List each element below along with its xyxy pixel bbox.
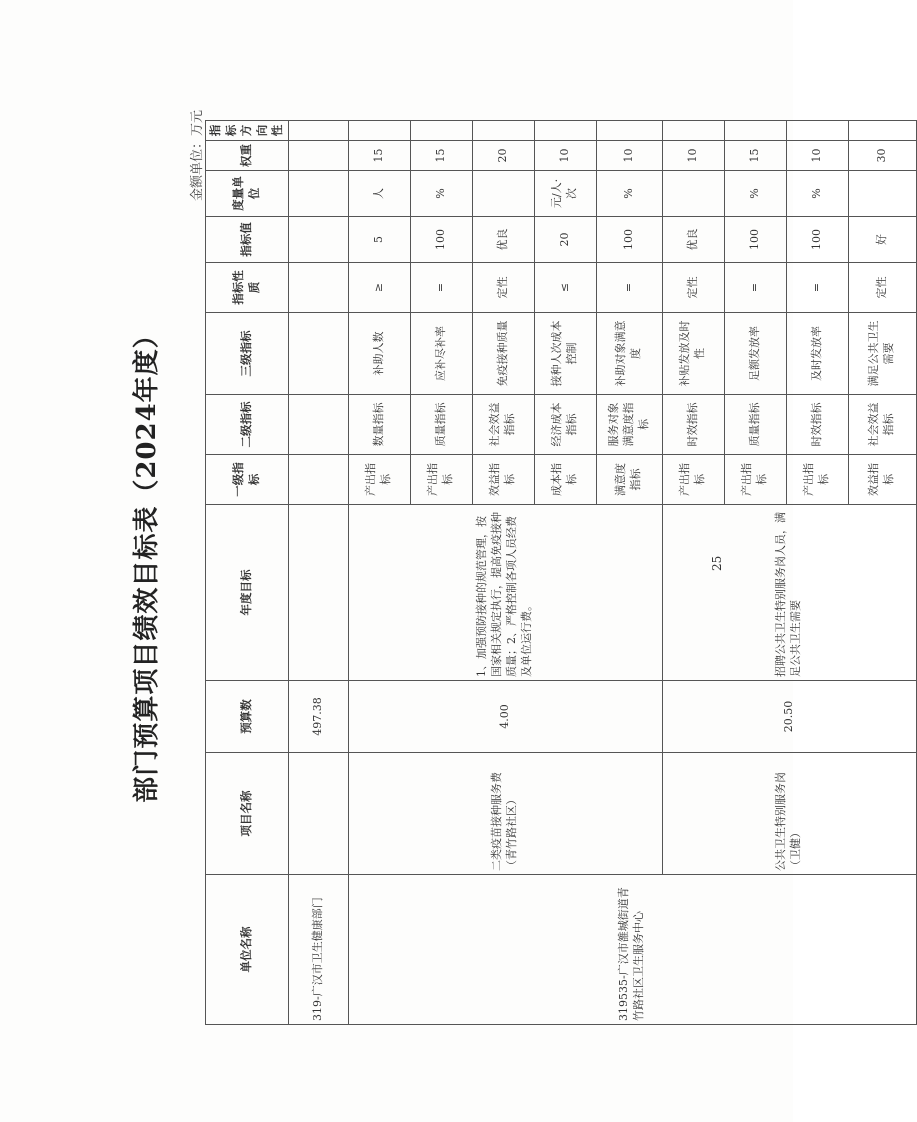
- indicator-level3: 免疫接种质量: [472, 313, 534, 395]
- indicator-unit: %: [724, 171, 786, 217]
- org-name: 319535-广汉市雒城街道青竹路社区卫生服务中心: [348, 875, 916, 1025]
- indicator-level3: 补贴发放及时性: [662, 313, 724, 395]
- header-nature: 指标性质: [206, 263, 289, 313]
- project2-name: 公共卫生特别服务岗（卫健）: [662, 753, 916, 875]
- indicator-value: 好: [848, 217, 916, 263]
- indicator-nature: =: [410, 263, 472, 313]
- header-annual-goal: 年度目标: [206, 505, 289, 681]
- indicator-weight: 15: [410, 141, 472, 171]
- indicator-nature: 定性: [848, 263, 916, 313]
- indicator-unit: [848, 171, 916, 217]
- indicator-level1: 产出指标: [410, 455, 472, 505]
- project2-goal: 招聘公共卫生特别服务岗人员，满足公共卫生需要: [662, 505, 916, 681]
- header-unit-name: 单位名称: [206, 875, 289, 1025]
- indicator-weight: 15: [348, 141, 410, 171]
- indicator-direction: [724, 121, 786, 141]
- indicator-direction: [410, 121, 472, 141]
- header-level1: 一级指标: [206, 455, 289, 505]
- indicator-level1: 成本指标: [534, 455, 596, 505]
- indicator-level2: 时效指标: [662, 395, 724, 455]
- indicator-direction: [662, 121, 724, 141]
- indicator-weight: 30: [848, 141, 916, 171]
- indicator-value: 100: [596, 217, 662, 263]
- project1-name: 二类疫苗接种服务费（青竹路社区）: [348, 753, 662, 875]
- header-project-name: 项目名称: [206, 753, 289, 875]
- indicator-level2: 质量指标: [410, 395, 472, 455]
- header-level3: 三级指标: [206, 313, 289, 395]
- indicator-unit: 元/人·次: [534, 171, 596, 217]
- indicator-level3: 补助对象满意度: [596, 313, 662, 395]
- performance-table: [205, 120, 917, 1025]
- indicator-level2: 质量指标: [724, 395, 786, 455]
- dept-unit-name: 319-广汉市卫生健康部门: [288, 875, 348, 1025]
- indicator-level1: 产出指标: [662, 455, 724, 505]
- project1-budget: 4.00: [348, 681, 662, 753]
- indicator-weight: 20: [472, 141, 534, 171]
- indicator-level3: 满足公共卫生需要: [848, 313, 916, 395]
- indicator-unit: [662, 171, 724, 217]
- indicator-level1: 产出指标: [348, 455, 410, 505]
- indicator-level1: 满意度指标: [596, 455, 662, 505]
- indicator-direction: [534, 121, 596, 141]
- indicator-level2: 社会效益指标: [848, 395, 916, 455]
- header-row: [206, 121, 289, 1025]
- header-direction: 指标方向性: [206, 121, 289, 141]
- indicator-weight: 10: [534, 141, 596, 171]
- indicator-nature: 定性: [662, 263, 724, 313]
- indicator-value: 100: [410, 217, 472, 263]
- indicator-nature: =: [596, 263, 662, 313]
- indicator-unit: %: [786, 171, 848, 217]
- indicator-value: 100: [786, 217, 848, 263]
- indicator-direction: [348, 121, 410, 141]
- amount-unit-note: 金额单位：万元: [190, 110, 205, 202]
- indicator-value: 优良: [662, 217, 724, 263]
- indicator-level2: 服务对象满意度指标: [596, 395, 662, 455]
- indicator-unit: %: [410, 171, 472, 217]
- indicator-unit: %: [596, 171, 662, 217]
- indicator-level1: 产出指标: [786, 455, 848, 505]
- indicator-level3: 足额发放率: [724, 313, 786, 395]
- page-title: 部门预算项目绩效目标表（2024年度）: [132, 321, 162, 803]
- indicator-direction: [786, 121, 848, 141]
- indicator-direction: [596, 121, 662, 141]
- indicator-level1: 产出指标: [724, 455, 786, 505]
- indicator-level1: 效益指标: [848, 455, 916, 505]
- indicator-value: 优良: [472, 217, 534, 263]
- indicator-level3: 接种人次成本控制: [534, 313, 596, 395]
- indicator-level1: 效益指标: [472, 455, 534, 505]
- indicator-weight: 15: [724, 141, 786, 171]
- project1-goal: 1、加强预防接种的规范管理，按国家相关规定执行，提高免疫接种质量；2、严格控制各项人员经费及单位运行费。: [348, 505, 662, 681]
- indicator-direction: [848, 121, 916, 141]
- project2-budget: 20.50: [662, 681, 916, 753]
- dept-budget: 497.38: [288, 681, 348, 753]
- indicator-value: 100: [724, 217, 786, 263]
- table-row: [288, 121, 348, 1025]
- indicator-value: 20: [534, 217, 596, 263]
- indicator-level2: 社会效益指标: [472, 395, 534, 455]
- indicator-nature: =: [724, 263, 786, 313]
- header-level2: 二级指标: [206, 395, 289, 455]
- indicator-direction: [472, 121, 534, 141]
- header-budget: 预算数: [206, 681, 289, 753]
- table-row: [348, 121, 410, 1025]
- indicator-level3: 及时发放率: [786, 313, 848, 395]
- indicator-level3: 应补尽补率: [410, 313, 472, 395]
- indicator-level2: 经济成本指标: [534, 395, 596, 455]
- indicator-weight: 10: [596, 141, 662, 171]
- indicator-nature: 定性: [472, 263, 534, 313]
- indicator-value: 5: [348, 217, 410, 263]
- indicator-unit: 人: [348, 171, 410, 217]
- indicator-weight: 10: [662, 141, 724, 171]
- header-weight: 权重: [206, 141, 289, 171]
- header-measure-unit: 度量单位: [206, 171, 289, 217]
- indicator-nature: ≤: [534, 263, 596, 313]
- indicator-level2: 时效指标: [786, 395, 848, 455]
- header-value: 指标值: [206, 217, 289, 263]
- indicator-nature: ≥: [348, 263, 410, 313]
- indicator-level3: 补助人数: [348, 313, 410, 395]
- indicator-level2: 数量指标: [348, 395, 410, 455]
- indicator-weight: 10: [786, 141, 848, 171]
- page-number: 25: [710, 555, 724, 571]
- indicator-unit: [472, 171, 534, 217]
- indicator-nature: =: [786, 263, 848, 313]
